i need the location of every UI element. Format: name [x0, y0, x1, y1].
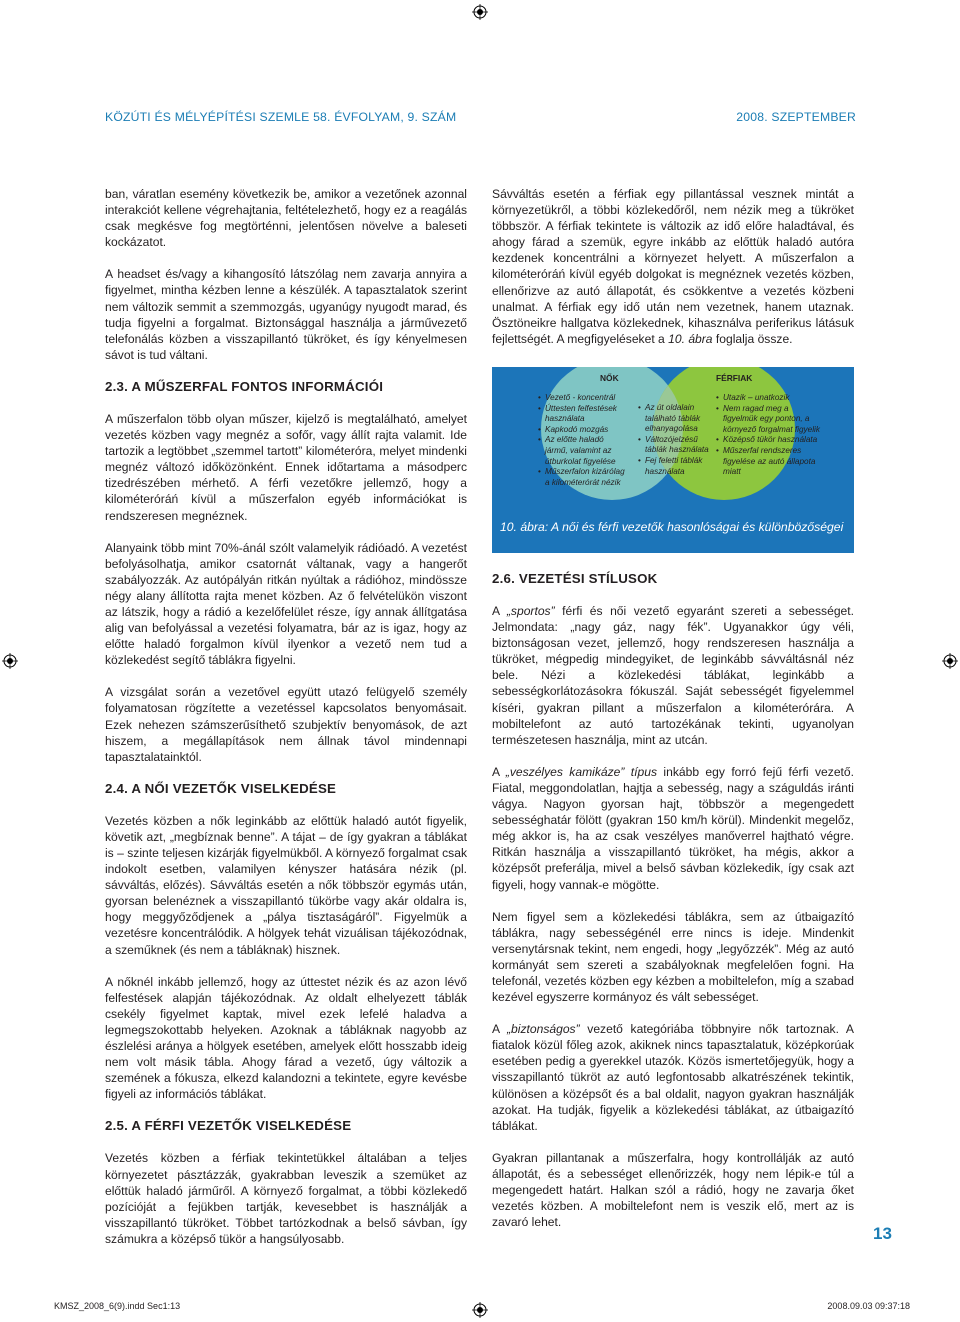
figure-reference: 10. ábra	[668, 331, 713, 346]
running-header-right: 2008. SZEPTEMBER	[736, 110, 856, 124]
registration-mark-icon	[472, 1302, 488, 1318]
paragraph: Nem figyel sem a közlekedési táblákra, sem az útbaigazító táblákra, nagy sebességénél erre nincs is ideje. Mindenkit versenytársnak tekint, nem engedi, hogy „legyőzzék”. Még az autó kormányát sem szereti a szabályoknak megfelelően fogni. Ha telefonál, vezetés közben egy kézben a mobiltelefon, míg a szabad kezével egyszerre kormányoz és vált sebességet.	[492, 909, 854, 1005]
list-item: • Fej feletti táblák használata	[638, 456, 714, 477]
paragraph: A műszerfalon több olyan műszer, kijelző is megtalálható, amelyet vezetés közben vagy megnéz a sofőr, vagy állít rajta valamit. Ide tartozik a legtöbbet „szemmel tartott” kilométeróra, melyet mindenki megnéz változó időközönként. Ennek időtartama a másodperc tizedrészében mérhető. A férfi vezetőkre jellemző, hogy a kilométeróráń kívül a műszerfalon egyéb információkat is rendszeresen megnéznek.	[105, 411, 467, 523]
right-column-bottom	[492, 571, 854, 1246]
section-heading: 2.5. A FÉRFI VEZETŐK VISELKEDÉSE	[105, 1118, 352, 1134]
paragraph: A nőknél inkább jellemző, hogy az úttestet nézik és az azon lévő felfestések alapján tájékozódnak. Az oldalt elhelyezett táblák csekély figyelmet kaptak, mivel ezek lefelé haladva a legmegszokottabb helyeken. Azoknak a tábláknak nagyobb az észlelési aránya a hölgyek esetében, amelyek előtt hosszabb ideig nem volt másik tábla. Ahogy fárad a vezető, úgy változik a szemének a fókusza, elkezd kalandozni a tekintete, egyre kevésbe figyeli az információs táblákat.	[105, 974, 467, 1102]
registration-mark-icon	[472, 4, 488, 20]
registration-mark-icon	[2, 653, 18, 669]
left-column	[105, 186, 467, 1263]
section-heading: 2.4. A NŐI VEZETŐK VISELKEDÉSE	[105, 780, 337, 796]
men-list	[716, 393, 820, 478]
print-footer-left: KMSZ_2008_6(9).indd Sec1:13	[54, 1301, 181, 1311]
list-item: • Nem ragad meg a figyelmük egy ponton, a környező forgalmat figyelik	[716, 404, 820, 436]
paragraph: Vezetés közben a nők leginkább az előttük haladó autót figyelik, követik azt, „megbíznak benne”. A tájat – de így gyakran a táblákat is – szinte teljesen kizárják figyelmükből. A környező forgalmat csak indokolt esetben, valamilyen kényszer hatására nézik (pl. sávváltás, előzés). Sávváltás esetén a nők többször egymás után, gyorsan belenéznek a visszapillantó tükörbe vagy akár oldalra is, hogy meggyőződjenek a „pálya tisztaságáról”. Figyelmük a vezetésre koncentrálódik. A hölgyek tehát vizuálisan tájékozódnak, a szeműknek (és nem a tábláknak) hisznek.	[105, 813, 467, 957]
paragraph: Alanyaink több mint 70%-ánál szólt valamelyik rádióadó. A vezetést befolyásolhatja, amikor csatornát váltanak, vagy a hangerőt szabályozzák. Az autópályán ritkán nyúltak a rádióhoz, mindössze négy alany állította rajta menet közben. Az ő felvételükön viszont az látszik, hogy a rádió a kezelőfelület része, így annak állítgatása alig van befolyással a vezetési folyamatra, bár az is igaz, hogy az előtte haladó forgalmon kívül ilyenkor a vezető nem tud a közlekedést segítő táblákra figyelni.	[105, 540, 467, 668]
page-number: 13	[873, 1224, 892, 1243]
paragraph: A „sportos” férfi és női vezető egyaránt szereti a sebességet. Jelmondata: „nagy gáz, nagy fék”. Ugyanakkor úgy véli, biztonságosan vezet, jellemző, hogy rendszeresen használja a tükröket, mégpedig mindegyiket, de leginkább sávváltásnál néz bele. Nézi a közlekedési táblákat, leginkább a sebességkorlátozásokra fókuszál. Saját sebességét figyelemmel kíséri, gyakran pillant a műszerfalon a kilométerórára. A mobiltelefont az autó tartozékának tekinti, ugyanolyan természetesen használja, mint az utcán.	[492, 604, 854, 747]
venn-label-women: NŐK	[600, 373, 619, 383]
paragraph: A headset és/vagy a kihangosító látszólag nem zavarja annyira a figyelmet, mintha kézben lenne a készülék. A tapasztalatok szerint nem változik semmit a szemmozgás, ugyanúgy nyugodt marad, és tudja figyelni a forgalmat. Biztonsággal használja a járművezető telefonálás közben a visszapillantó tükröket, és így kényelmesen sávot is tud váltani.	[105, 267, 467, 362]
paragraph: Vezetés közben a férfiak tekintetükkel általában a teljes környezetet pásztázzák, gyakrabban leveszik a szemüket az előttük haladó járműről. A környező forgalmat, a többi közlekedő pozícióját a fejükben tartják, kevesebbet is használják a visszapillantó tükröket. Többet tartózkodnak a belső sávban, így számukra a középső tükör a hangsúlyosabb.	[105, 1151, 467, 1246]
list-item: • Középső tükör használata	[716, 435, 820, 446]
common-list	[638, 403, 714, 477]
list-item: • Úttesten felfestések használata	[538, 404, 626, 425]
print-footer-right: 2008.09.03 09:37:18	[827, 1301, 910, 1311]
paragraph: A „veszélyes kamikáze” típus inkább egy forró fejű férfi vezető. Fiatal, meggondolatlan, hajtja a sebesség, nagy a száguldás iránti vágya. Nagyon gyorsan hajt, többször a megengedett sebességhatár fölött (gyakran 150 km/h körül). Mindenkit megelőz, még akkor is, ha az csak veszélyes manőverrel hajtható végre. Ritkán használja a visszapillantó tükröket, ha mégis, akkor a középsőt preferálja, mivel a belső sávban közlekedik, így csak azt figyeli, hogy vannak-e mögötte.	[492, 764, 854, 892]
paragraph: ban, váratlan esemény következik be, amikor a vezetőnek azonnal interakciót kellene végrehajtania, feltételezhető, hogy ez a reagálás csak megkésve fog megtörténni, jelentősen növelve a baleseti kockázatot.	[105, 187, 467, 250]
list-item: • Kapkodó mozgás	[538, 425, 626, 436]
list-item: • Műszerfal rendszeres figyelése az autó állapota miatt	[716, 446, 820, 478]
list-item: • Műszerfalon kizárólag a kilométerórát nézik	[538, 467, 626, 488]
section-heading: 2.6. VEZETÉSI STÍLUSOK	[492, 571, 658, 586]
paragraph: Gyakran pillantanak a műszerfalra, hogy kontrollálják az autó állapotát, és a sebességet ellenőrizzék, hogy nem lépik-e túl a megengedett határt. Halkan szól a rádió, hogy ne zavarja őket vezetés közben. A mobiltelefont nem is veszik elő, mert az is zavaró lehet.	[492, 1150, 854, 1230]
figure-caption: 10. ábra: A női és férfi vezetők hasonlóságai és különbözőségei	[500, 520, 844, 534]
paragraph: Sávváltás esetén a férfiak egy pillantással vesznek mintát a környezetükről, a többi közlekedőről, nem nézik meg a tükröket többször. A férfiak tekintete is változik az idő előre haladtával, és ahogy fárad a szemük, egyre inkább az előttük haladó autóra kezdenek koncentrálni a környezet helyett. A műszerfalon a kilométeróráń kívül egyéb dolgokat is megnéznek vezetés közben, ellenőrizve az autó állapotát, és csökkentve a vezetés közbeni unalmat. A férfiak egy idő után nem vezetnek, hanem utaznak. Ösztöneikre hallgatva közlekednek, kihasználva periferikus látásuk fejlettségét. A megfigyeléseket a 10. ábra foglalja össze.	[492, 187, 854, 346]
list-item: • Változójelzésű táblák használata	[638, 435, 714, 456]
women-list	[538, 393, 626, 488]
list-item: • Vezető - koncentrál	[538, 393, 626, 404]
list-item: • Az előtte haladó jármű, valamint az útburkolat figyelése	[538, 435, 626, 467]
venn-label-men: FÉRFIAK	[716, 373, 753, 383]
list-item: • Az út oldalain található táblák elhanyagolása	[638, 403, 714, 435]
list-item: • Utazik – unatkozik	[716, 393, 820, 404]
right-column-top	[492, 186, 854, 363]
paragraph: A „biztonságos” vezető kategóriába többnyire nők tartoznak. A fiatalok közül főleg azok, akiknek nincs tapasztalatuk, középkorúak esetében pedig a gyerekkel utazók. Közös ismertetőjegyük, hogy a visszapillantó tükröt az autó legfontosabb alkatrészének tekintik, különösen a középsőt és a bal oldalit, nagyon gyakran használják azokat. Ha tudják, figyelik a közlekedési táblákat, az útbaigazító táblákat.	[492, 1022, 854, 1133]
running-header-left: KÖZÚTI ÉS MÉLYÉPÍTÉSI SZEMLE 58. ÉVFOLYAM, 9. SZÁM	[105, 110, 457, 124]
paragraph: A vizsgálat során a vezetővel együtt utazó felügyelő személy folyamatosan rögzítette a vezetéssel kapcsolatos benyomásait. Ezek nehezen számszerűsíthető szubjektív benyomások, de azt hiszem, a megállapítások nem állnak távol mindennapi tapasztalatainktól.	[105, 685, 467, 764]
section-heading: 2.3. A MŰSZERFAL FONTOS INFORMÁCIÓI	[105, 378, 384, 394]
registration-mark-icon	[942, 653, 958, 669]
